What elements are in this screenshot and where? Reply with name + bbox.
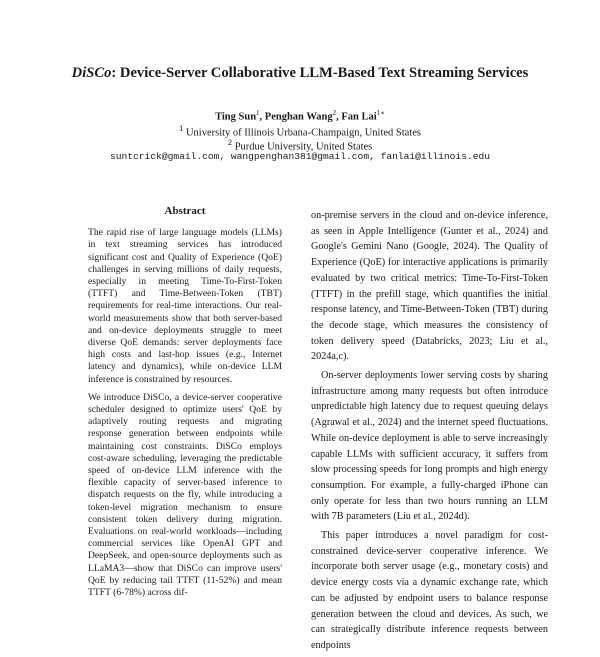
intro-paragraph-3: This paper introduces a novel paradigm for cost-constrained device-server cooperative inference. We incorporate both server usage (e.g., monetary costs) and device energy costs via a dynamic exchange rate, which can be adjusted by endpoint users to balance response generation between the cloud and devices. As such, we can strategically distribute inference requests between endpoints (311, 530, 548, 651)
affiliation-2-sup: 2 (227, 137, 233, 147)
intro-paragraph-1: on-premise servers in the cloud and on-device inference, as seen in Apple Intelligence (Gunter et al., 2024) and Google's Gemini Nano (Google, 2024). The Quality of Experience (QoE) for interactive applications is primarily evaluated by two critical metrics: Time-To-First-Token (TTFT) in the prefill stage, which quantifies the initial response latency, and Time-Between-Token (TBT) during the decode stage, which measures the consistency of token delivery speed (Databricks, 2023; Liu et al., 2024a,c). (311, 210, 548, 363)
abstract-column (88, 205, 282, 605)
title-system-name: DiSCo (71, 65, 112, 81)
affiliation-1-text: University of Illinois Urbana-Champaign, United States (185, 127, 422, 139)
author-1-sup: 1 (256, 109, 260, 117)
body-column (311, 208, 548, 657)
title-rest: : Device-Server Collaborative LLM-Based Text Streaming Services (111, 65, 529, 81)
author-sep-2: , (336, 111, 342, 123)
author-2-sup: 2 (332, 109, 337, 117)
paper-title (0, 64, 600, 82)
author-2: Penghan Wang (264, 111, 333, 123)
author-emails: suntcrick@gmail.com, wangpenghan381@gmail.com, fanlai@illinois.edu (110, 151, 490, 162)
author-sep-1: , (259, 111, 265, 123)
author-3-sup: 1∗ (376, 109, 385, 117)
affiliation-1-sup: 1 (178, 123, 184, 133)
author-1: Ting Sun (215, 111, 257, 123)
author-3: Fan Lai (341, 111, 377, 123)
abstract-paragraph-2: We introduce DiSCo, a device-server cooperative scheduler designed to optimize users' QoE by adaptively routing requests and migrating response generation between endpoints while maintaining cost constraints. DiSCo employs cost-aware scheduling, leveraging the predictable speed of on-device LLM inference with the flexible capacity of server-based inference to dispatch requests on the fly, while introducing a token-level migration mechanism to ensure consistent token delivery during migration. Evaluations on real-world workloads—including commercial services like OpenAI GPT and DeepSeek, and open-source deployments such as LLaMA3—show that DiSCo can improve users' QoE by reducing tail TTFT (11-52%) and mean TTFT (6-78%) across dif- (88, 391, 282, 599)
abstract-heading: Abstract (164, 205, 206, 217)
intro-paragraph-2: On-server deployments lower serving costs by sharing infrastructure among many requests but often introduce unpredictable high latency due to request queuing delays (Agrawal et al., 2024) and the internet speed fluctuations. While on-device deployment is able to serve increasingly capable LLMs with sufficient accuracy, it suffers from slow processing speeds for long prompts and high energy consumption. For example, a fully-charged iPhone can only operate for less than two hours running an LLM with 7B parameters (Liu et al., 2024d). (311, 370, 548, 523)
affiliation-2-text: Purdue University, United States (234, 141, 373, 153)
abstract-paragraph-1: The rapid rise of large language models (LLMs) in text streaming services has introduced significant cost and Quality of Experience (QoE) challenges in serving millions of daily requests, especially in meeting Time-To-First-Token (TTFT) and Time-Between-Token (TBT) requirements for real-time interactions. Our real-world measurements show that both server-based and on-device deployments struggle to meet diverse QoE demands: server deployments face high costs and last-hop issues (e.g., Internet latency and dynamics), while on-device LLM inference is constrained by resources. (88, 227, 282, 385)
